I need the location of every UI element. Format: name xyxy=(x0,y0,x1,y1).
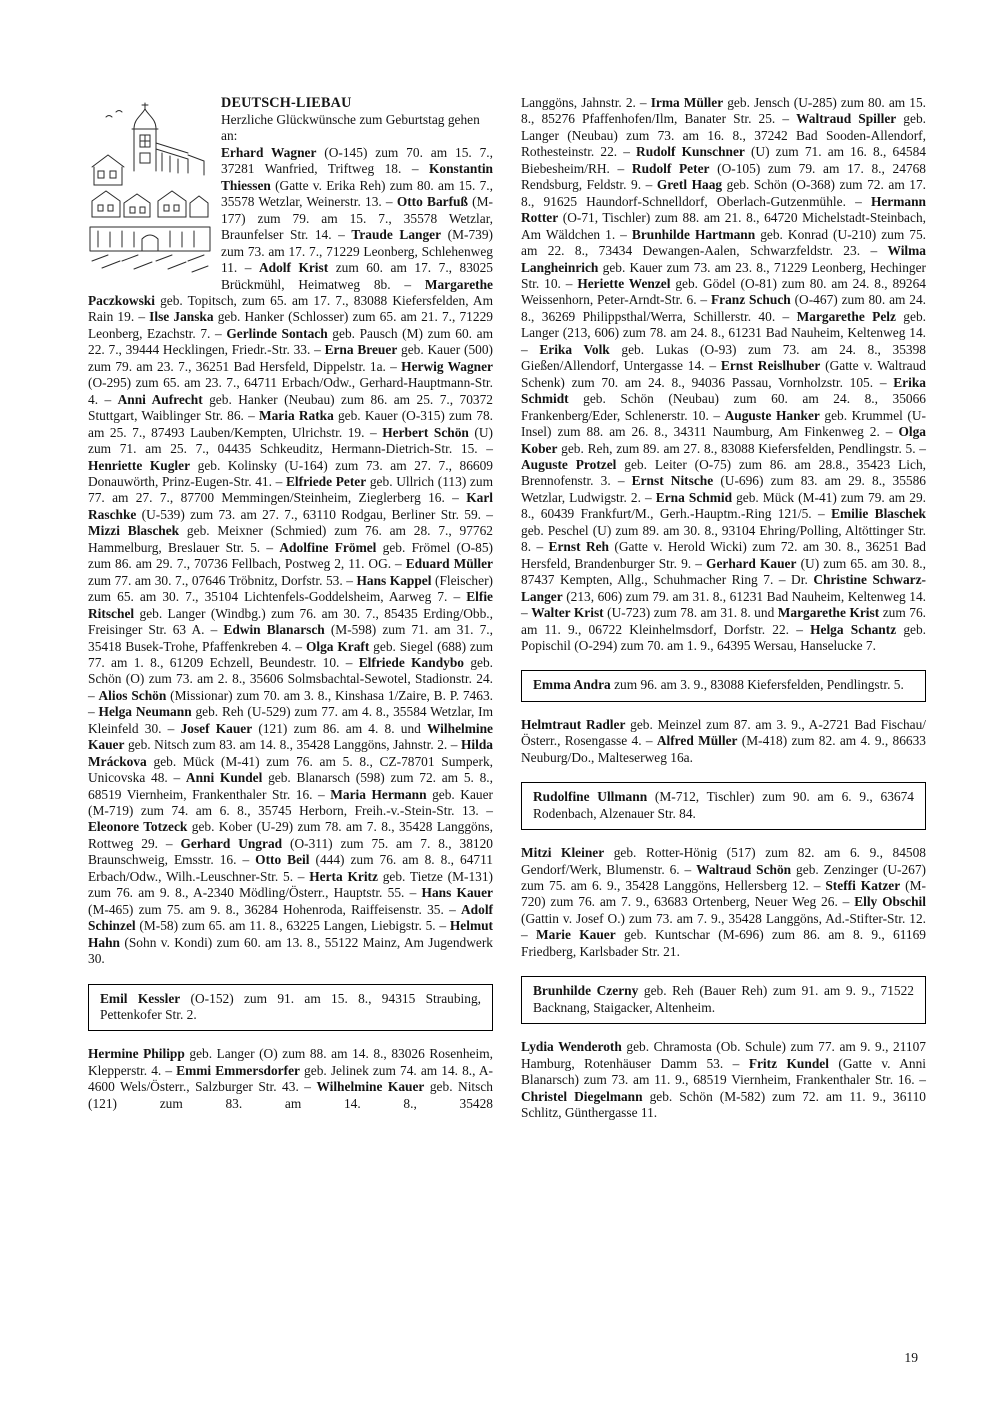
section-intro: Herzliche Glückwünsche zum Geburtstag gehen an: xyxy=(221,112,480,144)
person-name: Edwin Blanarsch xyxy=(223,622,325,638)
person-name: Alios Schön xyxy=(98,687,167,703)
entry-text: geb. Kauer (500) zum 79. am 23. 7., 36251 Bad Hersfeld, Dippelstr. 1a. – xyxy=(88,342,493,374)
entry-text: geb. Mück (M-41) zum 79. am 29. 8., 60439 Frankfurt/M., Gerh.-Hauptm.-Ring 121/5. – xyxy=(521,489,926,522)
person-name: Gerhard Kauer xyxy=(706,555,797,571)
entry-text: geb. Krummel (U-Insel) zum 88. am 26. 8., 34311 Naumburg, Am Finkenweg 2. – xyxy=(521,407,926,440)
entry-text: geb. Langer (Neubau) zum 73. am 16. 8., 37242 Bad Sooden-Allendorf, Rothesteinstr. 22. – xyxy=(521,111,926,160)
entry-text: (U-539) zum 73. am 27. 7., 63110 Rodgau, Berliner Str. 59. – xyxy=(136,506,493,522)
entry-text: (444) zum 76. am 8. 8., 64711 Erbach/Odw., Wilh.-Leuschner-Str. 5. – xyxy=(88,852,493,884)
entry-text: geb. Tietze (M-131) zum 76. am 9. 8., A-2340 Mödling/Österr., Hauptstr. 55. – xyxy=(88,868,493,901)
person-name: Helmtraut Radler xyxy=(521,716,626,732)
entry-text: (M-465) zum 75. am 9. 8., 36284 Hohenroda, Raiffeisenstr. 35. – xyxy=(88,901,461,917)
person-name: Wilhelmine Kauer xyxy=(88,720,493,753)
person-name: Erika Schmidt xyxy=(521,374,926,407)
entry-text: (O-152) zum 91. am 15. 8., 94315 Straubing, Pettenkofer Str. 2. xyxy=(100,990,482,1023)
entry-text: (M-598) zum 71. am 31. 7., 35418 Busek-Trohe, Pfaffenkreben 4. – xyxy=(88,622,493,654)
entry-text: (M-712, Tischler) zum 90. am 6. 9., 63674 Rodenbach, Alzenauer Str. 84. xyxy=(533,789,914,821)
person-name: Fritz Kundel xyxy=(748,1055,829,1071)
person-name: Lydia Wenderoth xyxy=(521,1039,622,1055)
person-name: Marie Kauer xyxy=(536,927,616,943)
entry-text: geb. Schön (O-368) zum 72. am 17. 8., 91625 Haundorf-Schnelldorf, Oberlach-Gutzenmühle. – xyxy=(521,177,927,209)
person-name: Wilma Langheinrich xyxy=(521,243,926,275)
person-name: Waltraud Spiller xyxy=(796,111,897,127)
person-name: Erna Breuer xyxy=(324,342,398,358)
entry-text: (Gatte v. Erika Reh) zum 80. am 15. 7., 35578 Wetzlar, Weinerstr. 13. – xyxy=(221,177,493,210)
entry-text: (O-145) zum 70. am 15. 7., 37281 Wanfried, Triftweg 18. – xyxy=(221,144,493,177)
person-name: Hans Kappel xyxy=(356,572,432,588)
person-name: Franz Schuch xyxy=(710,292,791,308)
entry-text: geb. Meinzel zum 87. am 3. 9., A-2721 Bad Fischau/Österr., Rosengasse 4. – xyxy=(521,716,927,749)
person-name: Gerhard Ungrad xyxy=(180,835,283,851)
entry-text: (M-177) zum 79. am 15. 7., 35578 Wetzlar, Braunfelser Str. 14. – xyxy=(221,194,493,243)
person-name: Christine Schwarz-Langer xyxy=(521,572,926,604)
entry-text: geb. Frömel (O-85) zum 86. am 29. 7., 70736 Fellbach, Postweg 2, 11. OG. – xyxy=(88,539,493,572)
person-name: Maria Ratka xyxy=(258,408,334,424)
boxed-entry-andra xyxy=(521,670,926,701)
person-name: Brunhilde Hartmann xyxy=(631,226,756,242)
boxed-entry-czerny xyxy=(521,976,926,1024)
person-name: Herwig Wagner xyxy=(401,358,493,374)
person-name: Helga Neumann xyxy=(98,704,192,720)
entry-text: geb. Jelinek zum 74. am 14. 8., A-4600 Wels/Österr., Salzburger Str. 43. – xyxy=(88,1062,493,1095)
person-name: Emma Andra xyxy=(533,677,611,693)
person-name: Auguste Hanker xyxy=(724,407,820,423)
entry-text: geb. Peschel (U) zum 89. am 30. 8., 93104 Ehring/Polling, Altöttinger Str. 8. – xyxy=(521,522,926,555)
entry-text: geb. Ullrich (113) zum 77. am 27. 7., 87700 Memmingen/Steinheim, Zieglerberg 16. – xyxy=(88,473,493,506)
person-name: Elfie Ritschel xyxy=(88,589,493,621)
birthday-entries-paragraph xyxy=(521,1039,926,1121)
entry-text: geb. Schön (M-582) zum 72. am 11. 9., 36110 Schlitz, Günthergasse 11. xyxy=(521,1088,927,1121)
person-name: Brunhilde Czerny xyxy=(533,983,639,999)
entry-text: geb. Gödel (O-81) zum 80. am 24. 8., 89264 Weissenhorn, Peter-Arndt-Str. 6. – xyxy=(521,275,926,308)
person-name: Emilie Blaschek xyxy=(831,506,926,522)
entry-text: (O-71, Tischler) zum 88. am 21. 8., 64720 Michelstadt-Steinbach, Am Wäldchen 1. – xyxy=(521,210,926,242)
entry-text: geb. Siegel (688) zum 77. am 1. 8., 61209 Echzell, Beundestr. 10. – xyxy=(88,638,493,670)
boxed-entry-kessler xyxy=(88,984,493,1032)
left-column xyxy=(88,95,493,1121)
person-name: Eduard Müller xyxy=(405,556,493,572)
entry-text: (U) zum 71. am 25. 7., 04435 Schkeuditz, Hermann-Dietrich-Str. 15. – xyxy=(88,424,493,457)
person-name: Margarethe Pelz xyxy=(796,308,896,324)
person-name: Ernst Reislhuber xyxy=(720,358,821,374)
entry-text: geb. Zenzinger (U-267) zum 75. am 6. 9., 35428 Langgöns, Hellersberg 12. – xyxy=(521,861,926,894)
person-name: Rudolf Peter xyxy=(631,160,710,176)
person-name: Anni Kundel xyxy=(185,770,263,786)
person-name: Karl Raschke xyxy=(88,490,493,522)
person-name: Emmi Emmersdorfer xyxy=(176,1062,300,1078)
person-name: Konstantin Thiessen xyxy=(221,161,493,193)
person-name: Auguste Protzel xyxy=(521,456,617,472)
entry-text: (Gattin v. Josef O.) zum 73. am 7. 9., 35428 Langgöns, Ad.-Stifter-Str. 12. – xyxy=(521,910,926,943)
person-name: Adolf Schinzel xyxy=(88,901,493,934)
birthday-entries-paragraph xyxy=(521,845,926,960)
person-name: Ernst Nitsche xyxy=(631,473,714,489)
person-name: Margarethe Krist xyxy=(777,605,880,621)
person-name: Rudolf Kunschner xyxy=(636,144,745,160)
person-name: Margarethe Paczkowski xyxy=(88,276,493,308)
person-name: Ernst Reh xyxy=(548,539,610,555)
person-name: Erna Schmid xyxy=(655,489,733,505)
person-name: Hilda Mráckova xyxy=(88,737,493,769)
entry-text: geb. Popischil (O-294) zum 70. am 1. 9., 64395 Wersau, Hanselucke 7. xyxy=(521,621,927,653)
entry-text: geb. Kolinsky (U-164) zum 73. am 27. 7., 86609 Donauwörth, Prinz-Eugen-Str. 41. – xyxy=(88,457,493,489)
person-name: Waltraud Schön xyxy=(696,861,792,877)
entry-text: geb. Langer (Windbg.) zum 76. am 30. 7., 85435 Erding/Obb., Freisinger Str. 63 A. – xyxy=(88,605,493,638)
entry-text: geb. Kauer (O-315) zum 78. am 25. 7., 87493 Lauben/Kempten, Ulrichstr. 19. – xyxy=(88,408,494,440)
village-engraving-illustration xyxy=(88,101,212,279)
entry-text: geb. Leiter (O-75) zum 86. am 28.8., 35423 Lich, Brennofenstr. 3. – xyxy=(521,456,926,489)
right-column xyxy=(521,95,926,1121)
page-content xyxy=(88,95,926,1121)
person-name: Heriette Wenzel xyxy=(577,275,671,291)
entry-text: geb. Reh (U-529) zum 77. am 4. 8., 35584 Wetzlar, Im Kleinfeld 30. – xyxy=(88,704,493,736)
person-name: Elfriede Kandybo xyxy=(358,654,464,670)
person-name: Emil Kessler xyxy=(100,990,181,1006)
entry-text: geb. Nitsch zum 83. am 14. 8., 35428 Langgöns, Jahnstr. 2. – xyxy=(124,737,461,753)
person-name: Josef Kauer xyxy=(180,720,253,736)
person-name: Adolf Krist xyxy=(258,260,329,276)
birthday-entries-paragraph xyxy=(521,95,926,654)
entry-text: geb. Kauer (M-719) zum 74. am 6. 8., 35745 Herborn, Freih.-v.-Stein-Str. 13. – xyxy=(88,786,494,819)
person-name: Olga Kober xyxy=(521,424,926,456)
entry-text: zum 96. am 3. 9., 83088 Kiefersfelden, Pendlingstr. 5. xyxy=(610,677,904,693)
birthday-entries-paragraph xyxy=(88,1046,493,1112)
entry-text: geb. Schön (O) zum 73. am 2. 8., 35606 Solmsbachtal-Sewotel, Stadionstr. 24. – xyxy=(88,654,494,703)
entry-text: (M-58) zum 65. am 11. 8., 63225 Langen, Liebigstr. 5. – xyxy=(135,918,450,934)
boxed-entry-ullmann xyxy=(521,782,926,830)
person-name: Anni Aufrecht xyxy=(117,391,203,407)
entry-text: (Gatte v. Herold Wicki) zum 72. am 30. 8., 36251 Bad Hersfeld, Brandenburger Str. 9. – xyxy=(521,539,926,571)
person-name: Herbert Schön xyxy=(382,424,469,440)
entry-text: geb. Kauer zum 73. am 23. 8., 71229 Leonberg, Hechinger Str. 10. – xyxy=(521,259,926,291)
person-name: Ilse Janska xyxy=(149,309,214,325)
entry-text: geb. Chramosta (Ob. Schule) zum 77. am 9. 9., 21107 Hamburg, Rotenhäuser Damm 53. – xyxy=(521,1039,926,1071)
person-name: Erhard Wagner xyxy=(221,144,317,160)
entry-text: (213, 606) zum 79. am 31. 8., 61231 Bad Nauheim, Keltenweg 14. – xyxy=(521,588,926,621)
person-name: Christel Diegelmann xyxy=(521,1088,643,1104)
entry-text: (Gatte v. Waltraud Schenk) zum 70. am 24. 8., 94036 Passau, Vornholzstr. 105. – xyxy=(521,358,926,390)
person-name: Herta Kritz xyxy=(309,868,378,884)
entry-text: (Fleischer) zum 65. am 30. 7., 35104 Lichtenfels-Goddelsheim, Aarweg 7. – xyxy=(88,572,493,605)
person-name: Irma Müller xyxy=(650,95,724,110)
section-title: DEUTSCH-LIEBAU xyxy=(221,95,352,111)
person-name: Hermine Philipp xyxy=(88,1046,185,1062)
person-name: Gretl Haag xyxy=(656,177,723,193)
entry-text: (Sohn v. Kondi) zum 60. am 13. 8., 55122 Mainz, Am Jugendwerk 30. xyxy=(88,934,493,967)
person-name: Elfriede Peter xyxy=(285,473,367,489)
entry-text: geb. Jensch (U-285) zum 80. am 15. 8., 85276 Pfaffenhofen/Ilm, Banater Str. 25. – xyxy=(521,95,926,127)
entry-text: (U-723) zum 78. am 31. 8. und xyxy=(603,605,778,621)
person-name: Eleonore Totzeck xyxy=(88,819,188,835)
entry-text: geb. Pausch (M) zum 60. am 22. 7., 39444 Hecklingen, Friedr.-Str. 33. – xyxy=(88,325,493,358)
entry-text: geb. Hanker (Neubau) zum 86. am 25. 7., 70372 Stuttgart, Waiblinger Str. 86. – xyxy=(88,391,493,424)
entry-text: geb. Hanker (Schlosser) zum 65. am 21. 7., 71229 Leonberg, Ezachstr. 7. – xyxy=(88,309,493,341)
person-name: Gerlinde Sontach xyxy=(226,325,328,341)
person-name: Rudolfine Ullmann xyxy=(533,789,648,805)
person-name: Elly Obschil xyxy=(854,894,926,910)
person-name: Adolfine Frömel xyxy=(279,539,377,555)
person-name: Mitzi Kleiner xyxy=(521,845,605,861)
entry-text: geb. Blanarsch (598) zum 72. am 5. 8., 68519 Viernheim, Frankenthaler Str. 16. – xyxy=(88,770,493,802)
entry-text: geb. Langer (213, 606) zum 78. am 24. 8., 61231 Bad Nauheim, Keltenweg 14. – xyxy=(521,308,926,357)
person-name: Olga Kraft xyxy=(305,638,370,654)
person-name: Steffi Katzer xyxy=(825,878,901,894)
entry-text: geb. Kuntschar (M-696) zum 86. am 8. 9., 61169 Friedberg, Karlsbader Str. 21. xyxy=(521,927,927,959)
entry-text: (U) zum 71. am 16. 8., 64584 Biebesheim/RH. – xyxy=(521,144,926,176)
entry-text: geb. Meixner (Schmied) zum 76. am 28. 7., 97762 Hammelburg, Breslauer Str. 5. – xyxy=(88,523,493,555)
entry-text: (M-739) zum 73. am 17. 7., 71229 Leonberg, Schlehenweg 11. – xyxy=(221,227,493,276)
person-name: Maria Hermann xyxy=(330,786,427,802)
page-number: 19 xyxy=(904,1350,918,1365)
entry-text: zum 60. am 17. 7., 83025 Brückmühl, Heimatweg 8b. – xyxy=(221,260,493,292)
person-name: Erika Volk xyxy=(539,341,610,357)
entry-text: geb. Kober (U-29) zum 78. am 7. 8., 35428 Langgöns, Rottweg 29. – xyxy=(88,819,493,851)
entry-text: Langgöns, Jahnstr. 2. – xyxy=(521,95,651,110)
person-name: Walter Krist xyxy=(531,605,604,621)
entry-text: geb. Konrad (U-210) zum 75. am 22. 8., 73434 Dewangen-Aalen, Schwarzfeldstr. 23. – xyxy=(521,226,926,259)
person-name: Otto Barfuß xyxy=(396,194,468,210)
entry-text: geb. Rotter-Hönig (517) zum 82. am 6. 9., 84508 Gendorf/Werk, Blumenstr. 6. – xyxy=(521,845,927,877)
entry-text: (M-720) zum 76. am 7. 9., 63683 Ortenberg, Neuer Weg 26. – xyxy=(521,878,926,910)
entry-text: (121) zum 86. am 4. 8. und xyxy=(252,720,428,736)
entry-text: geb. Langer (O) zum 88. am 14. 8., 83026 Rosenheim, Klepperstr. 4. – xyxy=(88,1046,493,1078)
person-name: Hermann Rotter xyxy=(521,193,926,226)
entry-text: geb. Mück (M-41) zum 76. am 5. 8., CZ-78701 Sumperk, Unicovska 48. – xyxy=(88,753,493,786)
entry-text: geb. Reh, zum 89. am 27. 8., 83088 Kiefersfelden, Pendlingstr. 5. – xyxy=(557,440,926,456)
entry-text: (O-467) zum 80. am 24. 8., 36269 Philippsthal/Werra, Schillerstr. 40. – xyxy=(521,292,927,324)
entry-text: (O-311) zum 75. am 7. 8., 38120 Braunschweig, Emsstr. 16. – xyxy=(88,835,493,868)
entry-text: (M-418) zum 82. am 4. 9., 86633 Neuburg/Do., Malteserweg 16a. xyxy=(521,733,926,765)
entry-text: geb. Schön (Neubau) zum 60. am 24. 8., 35066 Frankenberg/Eder, Schlenerstr. 10. – xyxy=(521,391,926,423)
birthday-section xyxy=(88,95,493,968)
person-name: Henriette Kugler xyxy=(88,457,191,473)
person-name: Hans Kauer xyxy=(421,885,493,901)
person-name: Traude Langer xyxy=(351,227,442,243)
entry-text: geb. Nitsch (121) zum 83. am 14. 8., 35428 xyxy=(88,1079,493,1111)
entry-text: (O-105) zum 79. am 17. 8., 24768 Rendsburg, Feldstr. 9. – xyxy=(521,160,926,193)
entry-text: (U-696) zum 83. am 29. 8., 35586 Wetzlar, Ludwigstr. 2. – xyxy=(521,473,926,505)
person-name: Otto Beil xyxy=(255,852,310,868)
entry-text: (Missionar) zum 70. am 3. 8., Kinshasa 1/Zaire, B. P. 7463. – xyxy=(88,687,493,720)
entry-text: zum 77. am 30. 7., 07646 Tröbnitz, Dorfstr. 53. – xyxy=(88,572,357,588)
birthday-entries-paragraph xyxy=(521,717,926,766)
entry-text: geb. Reh (Bauer Reh) zum 91. am 9. 9., 71522 Backnang, Staigacker, Altenheim. xyxy=(533,983,914,1015)
entry-text: (O-295) zum 65. am 23. 7., 64711 Erbach/Odw., Gerhard-Hauptmann-Str. 4. – xyxy=(88,375,493,407)
person-name: Mizzi Blaschek xyxy=(88,523,180,539)
entry-text: zum 76. am 11. 9., 06722 Kleinhelmsdorf, Dorfstr. 22. – xyxy=(521,605,926,637)
person-name: Helga Schantz xyxy=(810,621,897,637)
entry-text: geb. Topitsch, zum 65. am 17. 7., 83088 Kiefersfelden, Am Rain 19. – xyxy=(88,292,493,325)
person-name: Alfred Müller xyxy=(656,733,738,749)
entry-text: geb. Lukas (O-93) zum 73. am 24. 8., 35398 Gießen/Allendorf, Untergasse 14. – xyxy=(521,341,927,374)
entry-text: (Gatte v. Anni Blanarsch) zum 73. am 11. 9., 68519 Viernheim, Frankenthaler Str. 16. – xyxy=(521,1055,927,1088)
person-name: Wilhelmine Kauer xyxy=(316,1079,425,1095)
person-name: Helmut Hahn xyxy=(88,918,493,950)
entry-text: (U) zum 65. am 30. 8., 87437 Kempten, Allg., Schuhmacher Ring 7. – Dr. xyxy=(521,555,926,588)
